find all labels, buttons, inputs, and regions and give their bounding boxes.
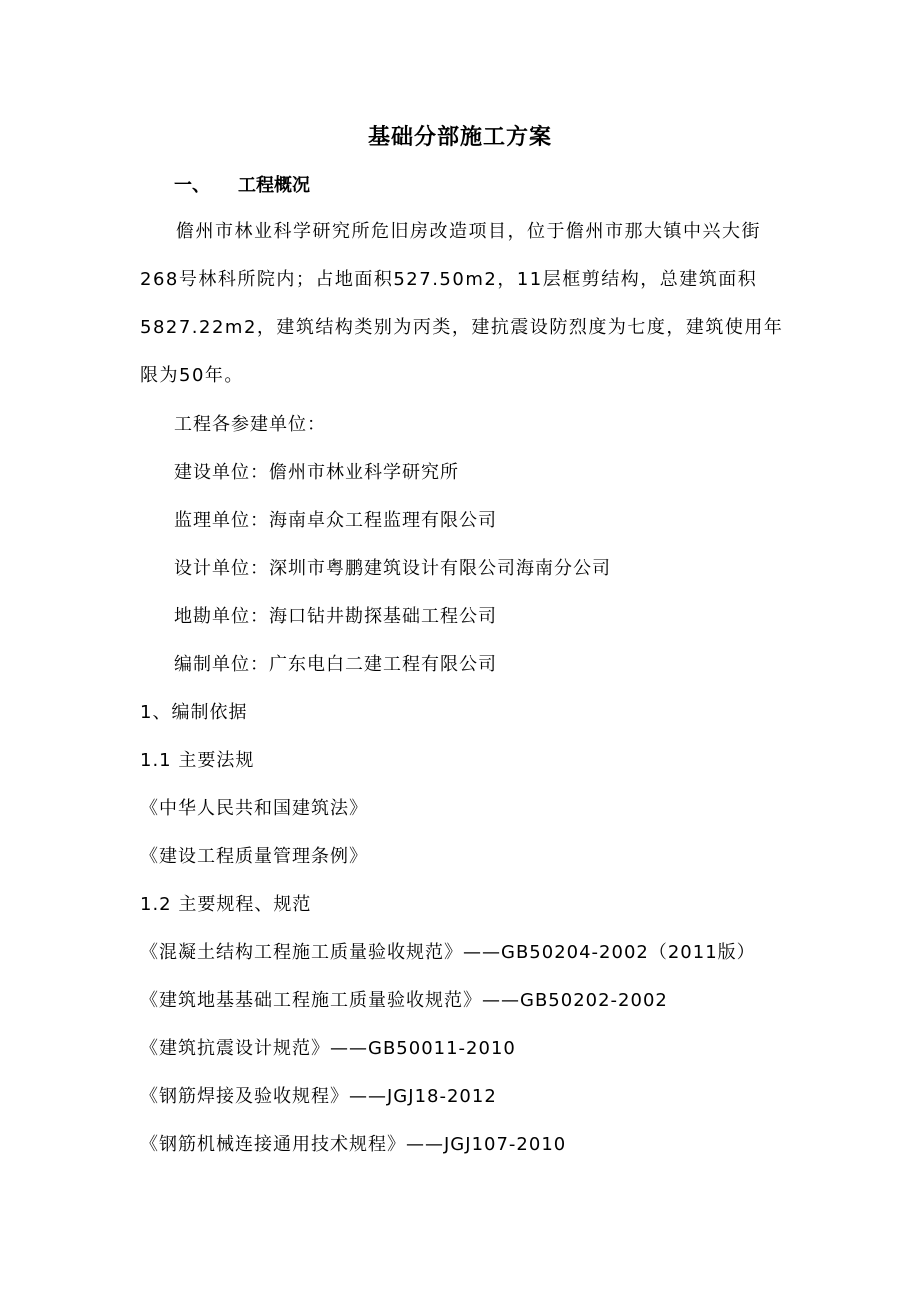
document-title: 基础分部施工方案 [367,124,552,150]
participant-label: 编制单位： [174,654,269,675]
overview-paragraph: 儋州市林业科学研究所危旧房改造项目，位于儋州市那大镇中兴大街268号林科所院内；占地面积527.50m2，11层框剪结构，总建筑面积5827.22m2，建筑结构类别为丙类，建抗震设防烈度为七度，建筑使用年限为50年。 [140,221,784,386]
law-item: 《建设工程质量管理条例》 [140,846,368,867]
codes-heading: 1.2 主要规程、规范 [140,894,312,915]
participants-intro: 工程各参建单位： [174,414,326,435]
participant-value: 儋州市林业科学研究所 [269,462,459,483]
participant-survey-unit [174,602,497,632]
participant-supervision-unit [174,506,497,536]
participant-label: 地勘单位： [174,606,269,627]
participant-value: 广东电白二建工程有限公司 [269,654,497,675]
code-item: 《钢筋焊接及验收规程》——JGJ18-2012 [140,1086,497,1107]
section-heading [174,172,310,200]
section-title: 工程概况 [238,175,310,196]
participant-label: 设计单位： [174,558,269,579]
laws-heading: 1.1 主要法规 [140,750,255,771]
basis-heading: 1、编制依据 [140,702,248,723]
code-item: 《建筑地基基础工程施工质量验收规范》——GB50202-2002 [140,990,668,1011]
participant-value: 深圳市粤鹏建筑设计有限公司海南分公司 [269,558,611,579]
participant-design-unit [174,554,611,584]
code-item: 《钢筋机械连接通用技术规程》——JGJ107-2010 [140,1134,567,1155]
participant-compiling-unit [174,650,497,680]
code-item: 《混凝土结构工程施工质量验收规范》——GB50204-2002（2011版） [140,942,756,963]
code-item: 《建筑抗震设计规范》——GB50011-2010 [140,1038,516,1059]
section-number: 一、 [174,175,210,196]
participant-value: 海南卓众工程监理有限公司 [269,510,497,531]
participant-construction-unit [174,458,459,488]
law-item: 《中华人民共和国建筑法》 [140,798,368,819]
participant-label: 监理单位： [174,510,269,531]
participant-value: 海口钻井勘探基础工程公司 [269,606,497,627]
participant-label: 建设单位： [174,462,269,483]
